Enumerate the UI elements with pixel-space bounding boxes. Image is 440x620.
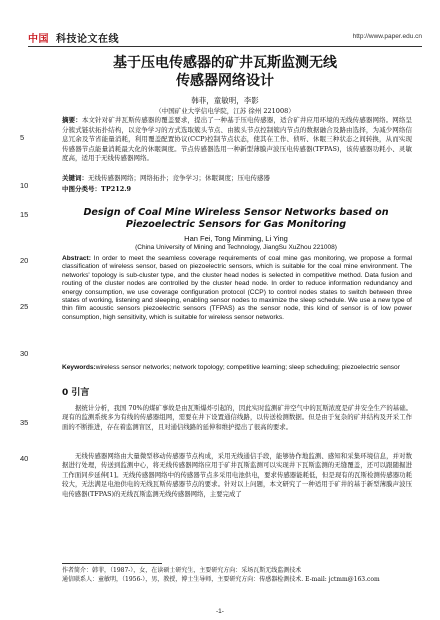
abstract-cn [62,116,412,164]
line-number: 5 [20,133,25,142]
abstract-en-label: Abstract: [62,255,91,262]
body-paragraph: 据统计分析，我国 70%的煤矿事故是由瓦斯爆炸引起的，因此实时监测矿井空气中的瓦斯浓度是矿井安全生产的基础。现有的监测系统多为有线的传感器组网，需要在井下设置通信线路，以传送检测数据。但是由于复杂的矿井结构及开采工作面的不断推进，存在着监测盲区，且对通信线路的延伸和维护提出了很高的要求。 [62,404,412,431]
clc-label: 中图分类号： [62,185,101,193]
logo-prefix: 中国 [28,34,49,45]
footnote-divider [62,563,162,564]
footnote-author-info: 作者简介：韩菲，（1987-），女，在读硕士研究生，主要研究方向：采场瓦斯无线监测技术 [62,567,302,574]
affiliation-en: (China University of Mining and Technology, JiangSu XuZhou 221008) [135,244,337,251]
authors-en: Han Fei, Tong Minming, Li Ying [184,234,288,243]
line-number: 15 [20,210,29,219]
clc-number [62,184,412,193]
footnote-contact: 通信联系人：童敏明，（1956-），男，教授，博士生导师，主要研究方向：传感器检测技术. E-mail: jctmm@163.com [62,575,380,583]
title-en-line-1: Design of Coal Mine Wireless Sensor Networks based on [83,207,389,218]
line-number: 25 [20,302,29,311]
line-number: 30 [20,349,29,358]
footnote [62,567,412,584]
logo-main: 科技论文在线 [56,34,119,45]
body-paragraph: 无线传感器网络由大量微型移动传感器节点构成，采用无线通信手段，能够协作地监测、感知和采集环境信息，并对数据进行处理，传送到监测中心，将无线传感器网络应用于矿井瓦斯监测可以实现井下瓦斯监测的无缝覆盖，还可以跟随掘进工作面同步延伸[1]。无线传感器网络中的传感器节点多采用电池供电，要求传感器能耗低，但是现有的瓦斯检测传感器功耗较大，无法满足电池供电的无线瓦斯传感器节点的要求。针对以上问题，本文研究了一种适用于矿井的基于新型薄膜声波压电传感器(TFPAS)的无线瓦斯监测无线传感器网络，主要完成了 [62,452,412,498]
abstract-en [62,255,412,322]
page-number: -1- [216,608,224,615]
keywords-en-label: Keywords: [62,364,96,371]
keywords-cn-label: 关键词： [62,174,88,182]
abstract-en-text: In order to meet the seamless coverage requirements of coal mine gas monitoring, we propose a formal classification of wireless sensor, based on piezoelectric sensors, which is suitable for the coal mine environment. The networks' topology is sub-cluster type, and the cluster head nodes is selected in competitive method. Data fusion and routing of the cluster nodes are controlled by the cluster head node. In order to reduce information redundancy and energy consumption, we use coverage configuration protocol (CCP) to control nodes states to switch between three states of working, listening and sleeping, enabling sensor nodes to maximize the sleep schedule. We use a new type of thin film acoustic sensors piezoelectric sensors (TFPAS) as the sensor node, this kind of sensor is of low power consumption, high sensitivity, which is suitable for wireless sensor networks. [62,255,412,321]
paper-title-cn [40,54,410,90]
title-en-line-2: Piezoelectric Sensors for Gas Monitoring [125,219,347,230]
site-url[interactable]: http://www.paper.edu.cn [352,33,422,40]
authors-cn: 韩菲，童敏明，李影 [191,96,259,105]
section-heading-intro: 0 引言 [62,388,90,398]
line-number: 40 [20,454,29,463]
title-cn-line-2: 传感器网络设计 [176,73,274,89]
site-header [28,30,422,47]
affiliation-cn: （中国矿业大学信电学院，江苏 徐州 221008） [155,107,295,115]
line-number: 35 [20,418,29,427]
paper-title-en [58,207,414,231]
title-cn-line-1: 基于压电传感器的矿井瓦斯监测无线 [113,55,337,71]
keywords-cn-text: 无线传感器网络；网络拓扑；竞争学习；休眠调度；压电传感器 [88,174,270,182]
abstract-cn-text: 本文针对矿井瓦斯传感器的覆盖要求，提出了一种基于压电传感器，适合矿井应用环境的无线传感器网络。网络呈分簇式链状拓扑结构，以竞争学习的方式选取簇头节点、由簇头节点控制簇内节点的数据融合及路由选择，为减少网络信息冗余及节省能量消耗，利用覆盖配置协议(CCP)控制节点状态，使其在工作、侦听、休眠三种状态之间转换，从而实现传感器节点能量消耗最大化的休眠调度。节点传感器选用一种新型薄膜声波压电传感器(TFPAS)，该传感器功耗小、灵敏度高，适用于无线传感器网络。 [62,116,413,163]
line-number: 20 [20,256,29,265]
keywords-en-text: wireless sensor networks; network topology; competitive learning; sleep scheduling; piezoelectric sensor [95,364,400,371]
clc-text: TP212.9 [101,185,132,193]
keywords-cn [62,174,412,184]
line-number: 10 [20,181,29,190]
abstract-cn-label: 摘要： [62,116,82,124]
keywords-en [62,364,412,372]
